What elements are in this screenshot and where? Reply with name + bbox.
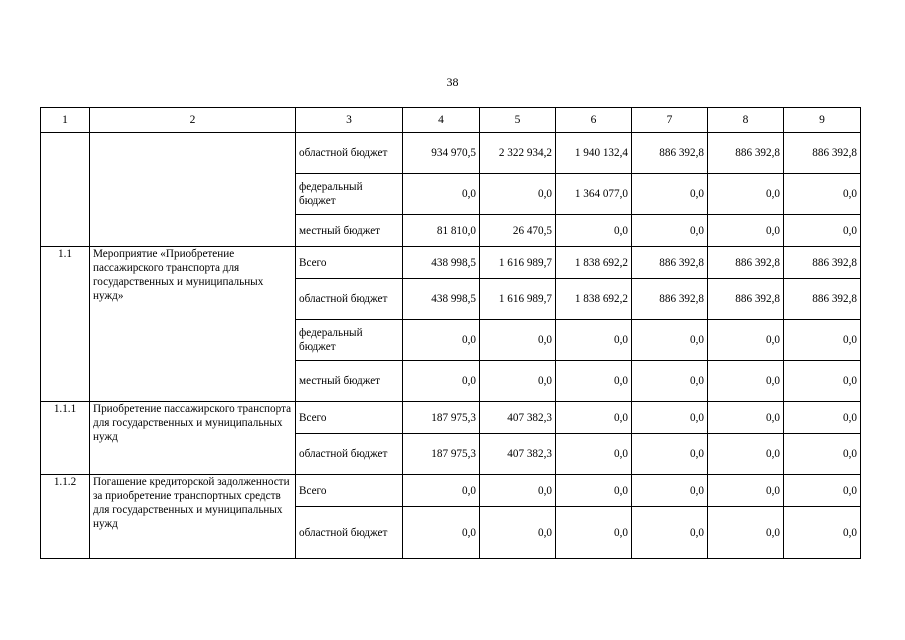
funding-source-cell: федеральный бюджет bbox=[296, 320, 403, 361]
value-cell: 934 970,5 bbox=[403, 133, 480, 174]
value-cell: 0,0 bbox=[632, 475, 708, 507]
value-cell: 886 392,8 bbox=[632, 247, 708, 279]
value-cell: 0,0 bbox=[632, 215, 708, 247]
value-cell: 187 975,3 bbox=[403, 402, 480, 434]
header-row bbox=[41, 108, 861, 133]
column-header: 4 bbox=[403, 108, 480, 133]
value-cell: 886 392,8 bbox=[784, 133, 861, 174]
value-cell: 0,0 bbox=[708, 215, 784, 247]
value-cell: 0,0 bbox=[480, 174, 556, 215]
value-cell: 0,0 bbox=[632, 174, 708, 215]
value-cell: 0,0 bbox=[708, 507, 784, 559]
value-cell: 1 838 692,2 bbox=[556, 279, 632, 320]
value-cell: 438 998,5 bbox=[403, 279, 480, 320]
value-cell: 0,0 bbox=[480, 320, 556, 361]
value-cell: 0,0 bbox=[708, 174, 784, 215]
value-cell: 0,0 bbox=[403, 320, 480, 361]
value-cell: 0,0 bbox=[403, 174, 480, 215]
value-cell: 0,0 bbox=[784, 402, 861, 434]
funding-source-cell: областной бюджет bbox=[296, 507, 403, 559]
funding-source-cell: федеральный бюджет bbox=[296, 174, 403, 215]
column-header: 6 bbox=[556, 108, 632, 133]
budget-table bbox=[40, 107, 861, 559]
value-cell: 0,0 bbox=[708, 434, 784, 475]
value-cell: 0,0 bbox=[632, 320, 708, 361]
value-cell: 886 392,8 bbox=[708, 133, 784, 174]
value-cell: 0,0 bbox=[556, 507, 632, 559]
value-cell: 0,0 bbox=[784, 507, 861, 559]
value-cell: 0,0 bbox=[480, 507, 556, 559]
funding-source-cell: областной бюджет bbox=[296, 434, 403, 475]
value-cell: 0,0 bbox=[556, 402, 632, 434]
value-cell: 0,0 bbox=[403, 475, 480, 507]
value-cell: 0,0 bbox=[556, 320, 632, 361]
value-cell: 886 392,8 bbox=[708, 247, 784, 279]
value-cell: 0,0 bbox=[784, 361, 861, 402]
value-cell: 0,0 bbox=[480, 361, 556, 402]
name-cell: Мероприятие «Приобретение пассажирского транспорта для государственных и муниципальных нужд» bbox=[90, 247, 296, 402]
value-cell: 81 810,0 bbox=[403, 215, 480, 247]
value-cell: 0,0 bbox=[403, 507, 480, 559]
value-cell: 407 382,3 bbox=[480, 402, 556, 434]
funding-source-cell: областной бюджет bbox=[296, 279, 403, 320]
value-cell: 0,0 bbox=[632, 402, 708, 434]
value-cell: 438 998,5 bbox=[403, 247, 480, 279]
value-cell: 0,0 bbox=[784, 174, 861, 215]
value-cell: 0,0 bbox=[403, 361, 480, 402]
code-cell: 1.1.1 bbox=[41, 402, 90, 475]
code-cell: 1.1.2 bbox=[41, 475, 90, 559]
table-row bbox=[41, 475, 861, 507]
name-cell: Приобретение пассажирского транспорта для государственных и муниципальных нужд bbox=[90, 402, 296, 475]
value-cell: 0,0 bbox=[708, 320, 784, 361]
value-cell: 886 392,8 bbox=[632, 133, 708, 174]
value-cell: 1 940 132,4 bbox=[556, 133, 632, 174]
value-cell: 886 392,8 bbox=[708, 279, 784, 320]
column-header: 3 bbox=[296, 108, 403, 133]
value-cell: 886 392,8 bbox=[784, 279, 861, 320]
name-cell: Погашение кредиторской задолженности за приобретение транспортных средств для государственных и муниципальных нужд bbox=[90, 475, 296, 559]
value-cell: 407 382,3 bbox=[480, 434, 556, 475]
value-cell: 2 322 934,2 bbox=[480, 133, 556, 174]
value-cell: 886 392,8 bbox=[632, 279, 708, 320]
value-cell: 0,0 bbox=[784, 215, 861, 247]
funding-source-cell: местный бюджет bbox=[296, 361, 403, 402]
column-header: 2 bbox=[90, 108, 296, 133]
value-cell: 187 975,3 bbox=[403, 434, 480, 475]
funding-source-cell: Всего bbox=[296, 247, 403, 279]
funding-source-cell: Всего bbox=[296, 402, 403, 434]
value-cell: 0,0 bbox=[708, 475, 784, 507]
value-cell: 1 838 692,2 bbox=[556, 247, 632, 279]
value-cell: 0,0 bbox=[632, 361, 708, 402]
funding-source-cell: областной бюджет bbox=[296, 133, 403, 174]
column-header: 8 bbox=[708, 108, 784, 133]
funding-source-cell: местный бюджет bbox=[296, 215, 403, 247]
page-number: 38 bbox=[446, 75, 459, 89]
value-cell: 0,0 bbox=[632, 434, 708, 475]
code-cell: 1.1 bbox=[41, 247, 90, 402]
table-row bbox=[41, 133, 861, 174]
value-cell: 0,0 bbox=[480, 475, 556, 507]
column-header: 7 bbox=[632, 108, 708, 133]
table-row bbox=[41, 247, 861, 279]
value-cell: 0,0 bbox=[784, 475, 861, 507]
value-cell: 0,0 bbox=[784, 320, 861, 361]
value-cell: 0,0 bbox=[556, 361, 632, 402]
table-row bbox=[41, 402, 861, 434]
value-cell: 26 470,5 bbox=[480, 215, 556, 247]
code-cell bbox=[41, 133, 90, 247]
name-cell bbox=[90, 133, 296, 247]
value-cell: 0,0 bbox=[632, 507, 708, 559]
value-cell: 0,0 bbox=[708, 361, 784, 402]
value-cell: 0,0 bbox=[708, 402, 784, 434]
column-header: 9 bbox=[784, 108, 861, 133]
value-cell: 1 616 989,7 bbox=[480, 247, 556, 279]
value-cell: 1 616 989,7 bbox=[480, 279, 556, 320]
column-header: 1 bbox=[41, 108, 90, 133]
column-header: 5 bbox=[480, 108, 556, 133]
value-cell: 886 392,8 bbox=[784, 247, 861, 279]
value-cell: 0,0 bbox=[556, 475, 632, 507]
value-cell: 0,0 bbox=[556, 215, 632, 247]
value-cell: 0,0 bbox=[784, 434, 861, 475]
funding-source-cell: Всего bbox=[296, 475, 403, 507]
value-cell: 0,0 bbox=[556, 434, 632, 475]
value-cell: 1 364 077,0 bbox=[556, 174, 632, 215]
